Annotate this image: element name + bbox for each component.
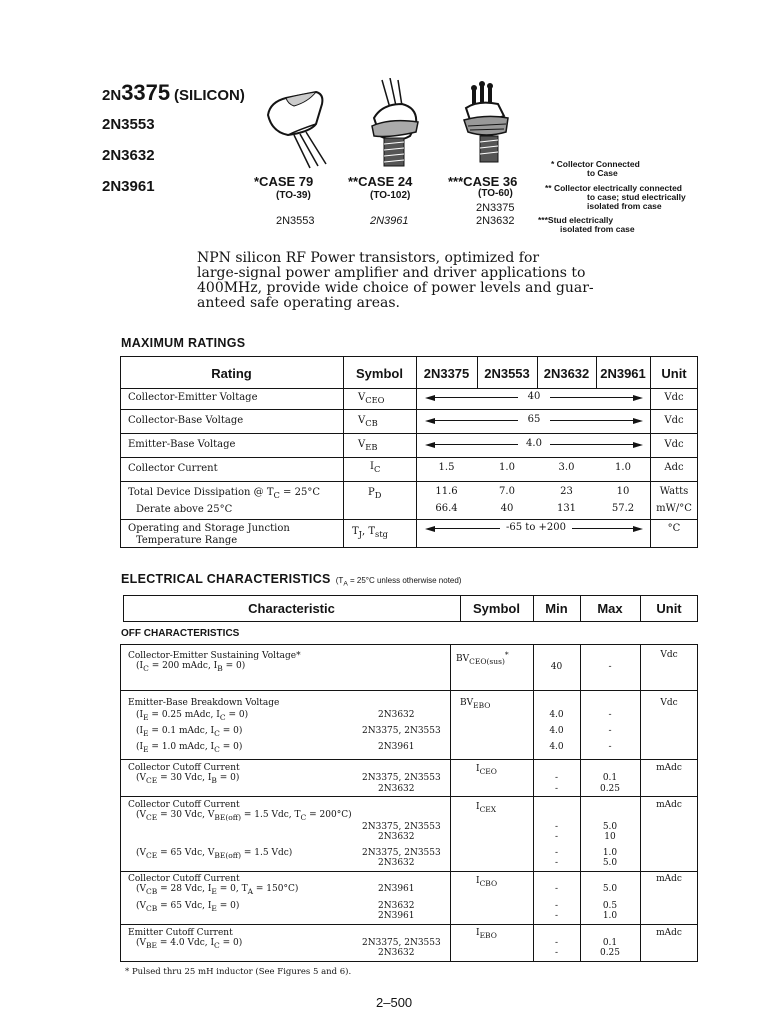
ec-r4-min-4: - [554, 858, 559, 868]
ec-header-min: Min [545, 601, 568, 616]
ec-r4-min-1: - [554, 822, 559, 832]
ec-r4-part-1: 2N3375, 2N3553 [362, 822, 441, 832]
value-veb: 4.0 [526, 438, 542, 449]
ec-r4-part-4: 2N3632 [378, 858, 415, 868]
main-part-num: 3375 [121, 80, 171, 105]
value-vcb: 65 [527, 414, 541, 425]
case-79-part: 2N3553 [276, 215, 315, 227]
note-collector-connected: * Collector Connected [551, 159, 640, 169]
ec-r4-min-3: - [554, 848, 559, 858]
ec-r2-part-3: 2N3961 [378, 742, 415, 752]
ec-r4-cond-1: ($V_{CE} = 30$ Vdc, $V_{BE(off)} = 1.5$ Vdc, $T_C = 200^\circ C$) [136, 810, 352, 822]
derate-2n3375: 66.4 [435, 503, 458, 514]
pd-2n3961: 10 [616, 486, 630, 497]
ec-r6-part-2: 2N3632 [378, 948, 415, 958]
ec-r6-part-1: 2N3375, 2N3553 [362, 938, 441, 948]
rating-pd-derate: Derate above 25°C [136, 504, 233, 515]
col-header-2n3961: 2N3961 [600, 366, 646, 381]
ec-r5-part-1: 2N3961 [378, 884, 415, 894]
rating-tj: Operating and Storage Junction [128, 523, 290, 534]
case-36-part-2: 2N3632 [476, 215, 515, 227]
ec-r2-max-2: - [608, 726, 612, 736]
ec-r5-symbol: $I_{CBO}$ [476, 876, 498, 888]
part-number-2n3632: 2N3632 [102, 147, 155, 164]
rating-vcb: Collector-Base Voltage [128, 415, 244, 426]
description-line-2: large-signal power amplifier and driver applications to [197, 265, 586, 281]
ec-r5-min-2: - [554, 901, 559, 911]
ec-r6-max-2: 0.25 [599, 948, 621, 958]
ec-r4-part-3: 2N3375, 2N3553 [362, 848, 441, 858]
note-collector-electrically: ** Collector electrically connected [545, 183, 682, 193]
ec-r4-unit: mAdc [656, 800, 682, 810]
col-header-2n3553: 2N3553 [484, 366, 530, 381]
case-79-title: *CASE 79 [254, 174, 314, 189]
ec-r1-title: Collector-Emitter Sustaining Voltage* [128, 651, 301, 661]
ec-r4-title: Collector Cutoff Current [128, 800, 240, 810]
ec-header-characteristic: Characteristic [248, 601, 335, 616]
main-part-prefix: 2N [102, 87, 122, 104]
unit-vceo: Vdc [664, 392, 684, 403]
symbol-ic: $I_C$ [370, 461, 381, 474]
ec-r3-min-2: - [554, 784, 559, 794]
ec-r2-cond-3: ($I_E = 1.0$ mAdc, $I_C = 0$) [136, 742, 243, 754]
ec-r2-cond-2: ($I_E = 0.1$ mAdc, $I_C = 0$) [136, 726, 243, 738]
ec-r6-min-1: - [554, 938, 559, 948]
part-number-2n3553: 2N3553 [102, 116, 155, 133]
col-header-symbol: Symbol [356, 366, 403, 381]
ec-r5-cond-1: ($V_{CB} = 28$ Vdc, $I_E = 0$, $T_A = 150^\circ C$) [136, 884, 299, 896]
unit-vcb: Vdc [664, 415, 684, 426]
ec-r2-max-1: - [608, 710, 612, 720]
electrical-title: ELECTRICAL CHARACTERISTICS ($T_A = 25^\circ C$ unless otherwise noted) [121, 572, 462, 588]
note-collector-electrically-2: to case; stud electrically [587, 192, 686, 202]
ec-r2-unit: Vdc [660, 698, 678, 708]
ec-r3-part-1: 2N3375, 2N3553 [362, 773, 441, 783]
ic-2n3553: 1.0 [499, 462, 515, 473]
col-header-2n3375: 2N3375 [423, 366, 470, 381]
case-79-package: (TO-39) [276, 190, 311, 201]
ec-r4-symbol: $I_{CEX}$ [476, 802, 497, 814]
rating-pd: Total Device Dissipation @ $T_C = 25^\circ C$ [128, 487, 320, 500]
ec-r2-min-1: 4.0 [549, 710, 564, 720]
ec-r2-max-3: - [608, 742, 612, 752]
symbol-pd: $P_D$ [368, 487, 382, 500]
ec-r3-cond: ($V_{CE} = 30$ Vdc, $I_B = 0$) [136, 773, 240, 785]
ec-r3-min-1: - [554, 773, 559, 783]
ec-r5-unit: mAdc [656, 874, 682, 884]
ec-r4-part-2: 2N3632 [378, 832, 415, 842]
ec-r4-cond-2: ($V_{CE} = 65$ Vdc, $V_{BE(off)} = 1.5$ Vdc) [136, 848, 293, 860]
ec-r3-max-1: 0.1 [602, 773, 618, 783]
rating-veb: Emitter-Base Voltage [128, 439, 236, 450]
case-36-part-1: 2N3375 [476, 202, 515, 214]
ec-r6-unit: mAdc [656, 928, 682, 938]
note-stud-electrically-2: isolated from case [560, 224, 635, 234]
case-24-title: **CASE 24 [348, 174, 413, 189]
pd-2n3553: 7.0 [499, 486, 515, 497]
derate-2n3553: 40 [500, 503, 514, 514]
ec-r2-part-2: 2N3375, 2N3553 [362, 726, 441, 736]
ec-r2-title: Emitter-Base Breakdown Voltage [128, 698, 280, 708]
unit-tj: °C [667, 523, 681, 534]
ec-r4-max-4: 5.0 [602, 858, 618, 868]
value-tj: -65 to +200 [506, 522, 566, 533]
description-line-1: NPN silicon RF Power transistors, optimized for [197, 250, 540, 266]
value-vceo: 40 [527, 391, 541, 402]
case-36-package: (TO-60) [478, 188, 513, 199]
ec-r4-max-2: 10 [604, 832, 616, 842]
rating-vceo: Collector-Emitter Voltage [128, 392, 258, 403]
ec-r5-part-2: 2N3632 [378, 901, 415, 911]
ec-r2-cond-1: ($I_E = 0.25$ mAdc, $I_C = 0$) [136, 710, 249, 722]
note-collector-connected-2: to Case [587, 168, 618, 178]
ec-r2-symbol: $BV_{EBO}$ [460, 698, 491, 710]
ec-header-max: Max [597, 601, 623, 616]
ec-r1-cond: ($I_C = 200$ mAdc, $I_B = 0$) [136, 661, 246, 673]
case-79-transistor-illustration [258, 80, 338, 172]
col-header-unit: Unit [661, 366, 687, 381]
rating-tj-2: Temperature Range [136, 535, 238, 546]
symbol-vceo: $V_{CEO}$ [358, 392, 385, 405]
footnote: * Pulsed thru 25 mH inductor (See Figures 5 and 6). [125, 967, 352, 977]
ec-r6-min-2: - [554, 948, 559, 958]
ec-r3-symbol: $I_{CEO}$ [476, 764, 497, 776]
page-number: 2–500 [376, 995, 413, 1010]
note-collector-electrically-3: isolated from case [587, 201, 662, 211]
ec-r3-unit: mAdc [656, 763, 682, 773]
ec-r1-min: 40 [550, 662, 563, 672]
description-line-3: 400MHz, provide wide choice of power levels and guar- [197, 280, 594, 296]
main-part-number [102, 80, 245, 106]
symbol-tj-tstg: $T_J$, $T_{stg}$ [352, 526, 388, 539]
off-characteristics-title: OFF CHARACTERISTICS [121, 628, 240, 639]
ic-2n3961: 1.0 [615, 462, 631, 473]
ec-r5-title: Collector Cutoff Current [128, 874, 240, 884]
ec-r4-max-1: 5.0 [602, 822, 618, 832]
ec-r3-title: Collector Cutoff Current [128, 763, 240, 773]
case-24-part: 2N3961 [370, 215, 409, 227]
ec-header-symbol: Symbol [473, 601, 520, 616]
ec-r4-min-2: - [554, 832, 559, 842]
col-header-rating: Rating [211, 366, 252, 381]
ec-r5-min-3: - [554, 911, 559, 921]
ec-r6-max-1: 0.1 [602, 938, 618, 948]
ec-r1-symbol: $BV_{CEO(sus)}^*$ [456, 650, 509, 666]
derate-2n3961: 57.2 [611, 503, 635, 514]
note-stud-electrically: ***Stud electrically [538, 215, 614, 225]
ec-r6-title: Emitter Cutoff Current [128, 928, 233, 938]
max-ratings-title: MAXIMUM RATINGS [121, 336, 246, 350]
main-part-suffix: (SILICON) [174, 87, 245, 104]
symbol-veb: $V_{EB}$ [358, 439, 378, 452]
symbol-vcb: $V_{CB}$ [358, 415, 378, 428]
part-number-2n3961: 2N3961 [102, 178, 155, 195]
ec-r5-cond-2: ($V_{CB} = 65$ Vdc, $I_E = 0$) [136, 901, 240, 913]
case-36-title: ***CASE 36 [448, 174, 518, 189]
ec-r2-part-1: 2N3632 [378, 710, 415, 720]
ec-r6-symbol: $I_{EBO}$ [476, 928, 497, 940]
ec-r2-min-2: 4.0 [549, 726, 564, 736]
description-line-4: anteed safe operating areas. [197, 295, 400, 311]
ec-r5-max-1: 5.0 [602, 884, 618, 894]
ec-header-unit: Unit [656, 601, 682, 616]
case-24-package: (TO-102) [370, 190, 411, 201]
ic-2n3375: 1.5 [438, 462, 455, 473]
ec-r5-min-1: - [554, 884, 559, 894]
pd-2n3632: 23 [560, 486, 573, 497]
ec-r5-part-3: 2N3961 [378, 911, 415, 921]
case-24-transistor-illustration [360, 78, 432, 173]
col-header-2n3632: 2N3632 [543, 366, 590, 381]
rating-ic: Collector Current [128, 463, 218, 474]
ec-r6-cond: ($V_{BE} = 4.0$ Vdc, $I_C = 0$) [136, 938, 243, 950]
ec-r3-max-2: 0.25 [599, 784, 621, 794]
unit-ic: Adc [664, 462, 684, 473]
ec-r5-max-2: 0.5 [602, 901, 618, 911]
ic-2n3632: 3.0 [558, 462, 575, 473]
ec-r5-max-3: 1.0 [602, 911, 618, 921]
unit-derate: mW/°C [656, 503, 692, 514]
ec-r1-unit: Vdc [660, 650, 678, 660]
derate-2n3632: 131 [556, 503, 577, 514]
pd-2n3375: 11.6 [435, 486, 458, 497]
unit-veb: Vdc [664, 439, 684, 450]
case-36-transistor-illustration [458, 80, 530, 175]
ec-r4-max-3: 1.0 [602, 848, 618, 858]
ec-r1-max: - [608, 662, 612, 672]
ec-r3-part-2: 2N3632 [378, 784, 415, 794]
unit-pd: Watts [659, 486, 689, 497]
ec-r2-min-3: 4.0 [549, 742, 564, 752]
